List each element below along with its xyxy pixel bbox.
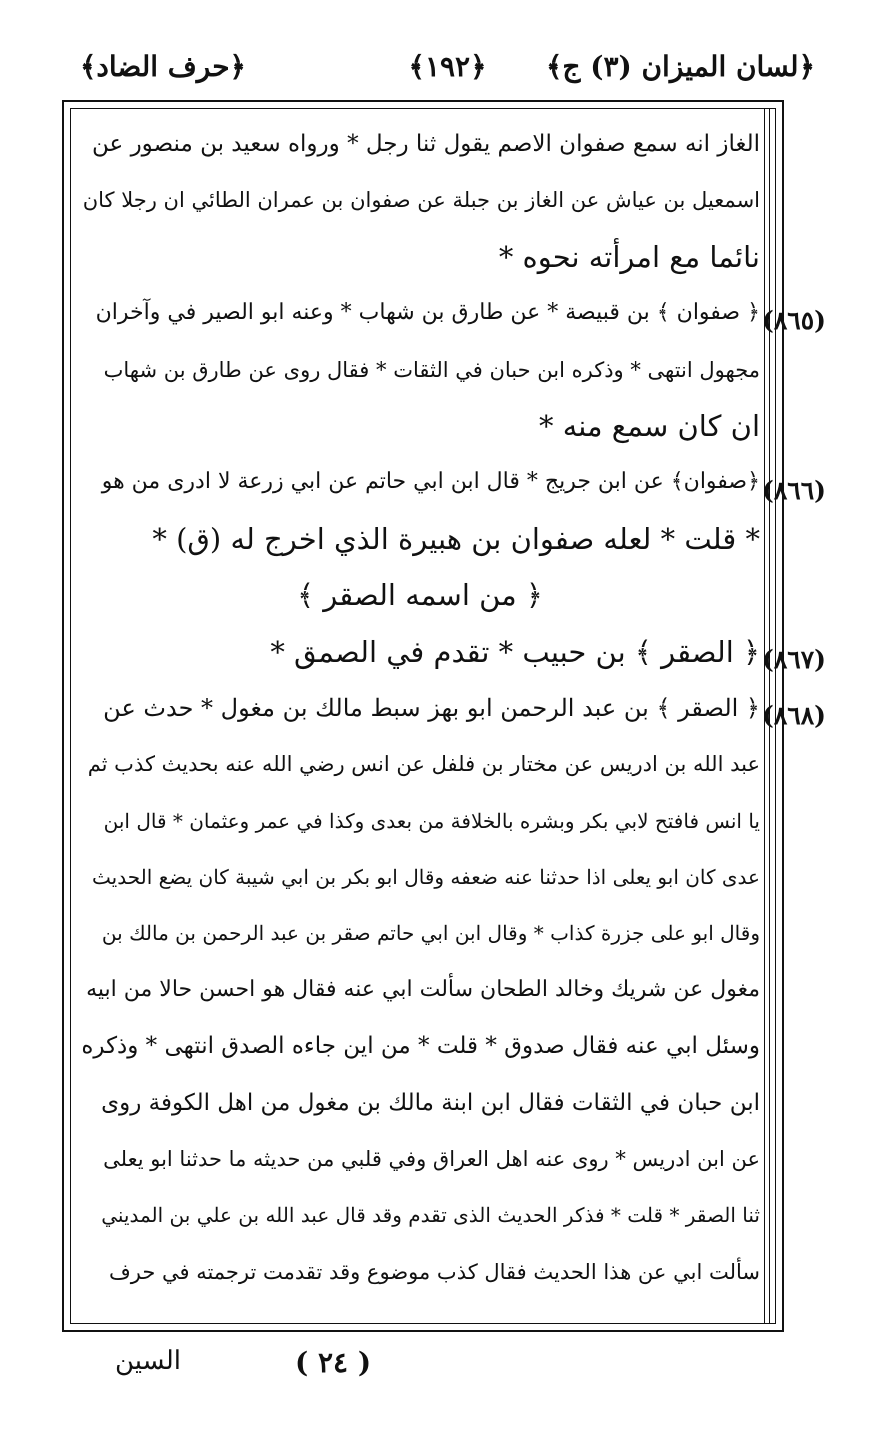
text-line: ﴿ صفوان ﴾ بن قبيصة * عن طارق بن شهاب * وعنه ابو الصير في وآخران (95, 300, 760, 326)
text-line: وقال ابو على جزرة كذاب * وقال ابن ابي حاتم صقر بن عبد الرحمن بن مالك بن (101, 921, 760, 946)
text-line: عن ابن ادريس * روى عنه اهل العراق وفي قلبي من حديثه ما حدثنا ابو يعلى (103, 1147, 760, 1172)
text-line: ثنا الصقر * قلت * فذكر الحديث الذى تقدم وقد قال عبد الله بن علي بن المديني (101, 1203, 760, 1228)
page-number: ﴿١٩٢﴾ (408, 50, 487, 83)
text-line: يا انس فافتح لابي بكر وبشره بالخلافة من بعدى وكذا في عمر وعثمان * قال ابن (103, 808, 760, 833)
catchword: السين (115, 1346, 181, 1376)
text-line: ﴿ الصقر ﴾ بن عبد الرحمن ابو بهز سبط مالك بن مغول * حدث عن (103, 693, 760, 722)
entry-number: (٨٦٦) (762, 476, 826, 505)
text-line: اسمعيل بن عياش عن الغاز بن جبلة عن صفوان بن عمران الطائي ان رجلا كان (82, 188, 760, 213)
book-title: ﴿لسان الميزان (٣) ج﴾ (545, 50, 815, 83)
chapter-title: ﴿حرف الضاد﴾ (80, 50, 246, 83)
entry-number: (٨٦٧) (762, 645, 826, 674)
entry-number: (٨٦٥) (762, 306, 826, 335)
text-line: ﴿صفوان﴾ عن ابن جريج * قال ابن ابي حاتم عن ابي زرعة لا ادرى من هو (101, 469, 760, 495)
text-line: ابن حبان في الثقات فقال ابن ابنة مالك بن مغول من اهل الكوفة روى (101, 1089, 760, 1116)
text-line: ﴿ الصقر ﴾ بن حبيب * تقدم في الصمق * (270, 634, 760, 669)
signature-mark: ( ٢٤ ) (295, 1346, 372, 1379)
text-line: نائما مع امرأته نحوه * (498, 239, 760, 274)
text-line: عدى كان ابو يعلى اذا حدثنا عنه ضعفه وقال ابو بكر بن ابي شيبة كان يضع الحديث (91, 865, 760, 890)
text-line: عبد الله بن ادريس عن مختار بن فلفل عن انس رضي الله عنه بحديث كذب ثم (87, 752, 760, 777)
text-line: مجهول انتهى * وذكره ابن حبان في الثقات * فقال روى عن طارق بن شهاب (103, 357, 760, 382)
text-line: سألت ابي عن هذا الحديث فقال كذب موضوع وقد تقدمت ترجمته في حرف (108, 1259, 760, 1284)
section-heading: ﴿ من اسمه الصقر ﴾ (297, 578, 543, 613)
text-line: * قلت * لعله صفوان بن هبيرة الذي اخرج له (ق) * (152, 521, 760, 556)
entry-number: (٨٦٨) (762, 701, 826, 730)
text-line: الغاز انه سمع صفوان الاصم يقول ثنا رجل * ورواه سعيد بن منصور عن (92, 131, 760, 157)
page-header (80, 50, 815, 92)
text-line: مغول عن شريك وخالد الطحان سألت ابي عنه فقال هو احسن حالا من ابيه (86, 976, 760, 1002)
text-line: وسئل ابي عنه فقال صدوق * قلت * من اين جاءه الصدق انتهى * وذكره (81, 1033, 760, 1060)
text-line: ان كان سمع منه * (539, 408, 760, 443)
page-footer (0, 1336, 893, 1396)
main-text (80, 116, 760, 1300)
